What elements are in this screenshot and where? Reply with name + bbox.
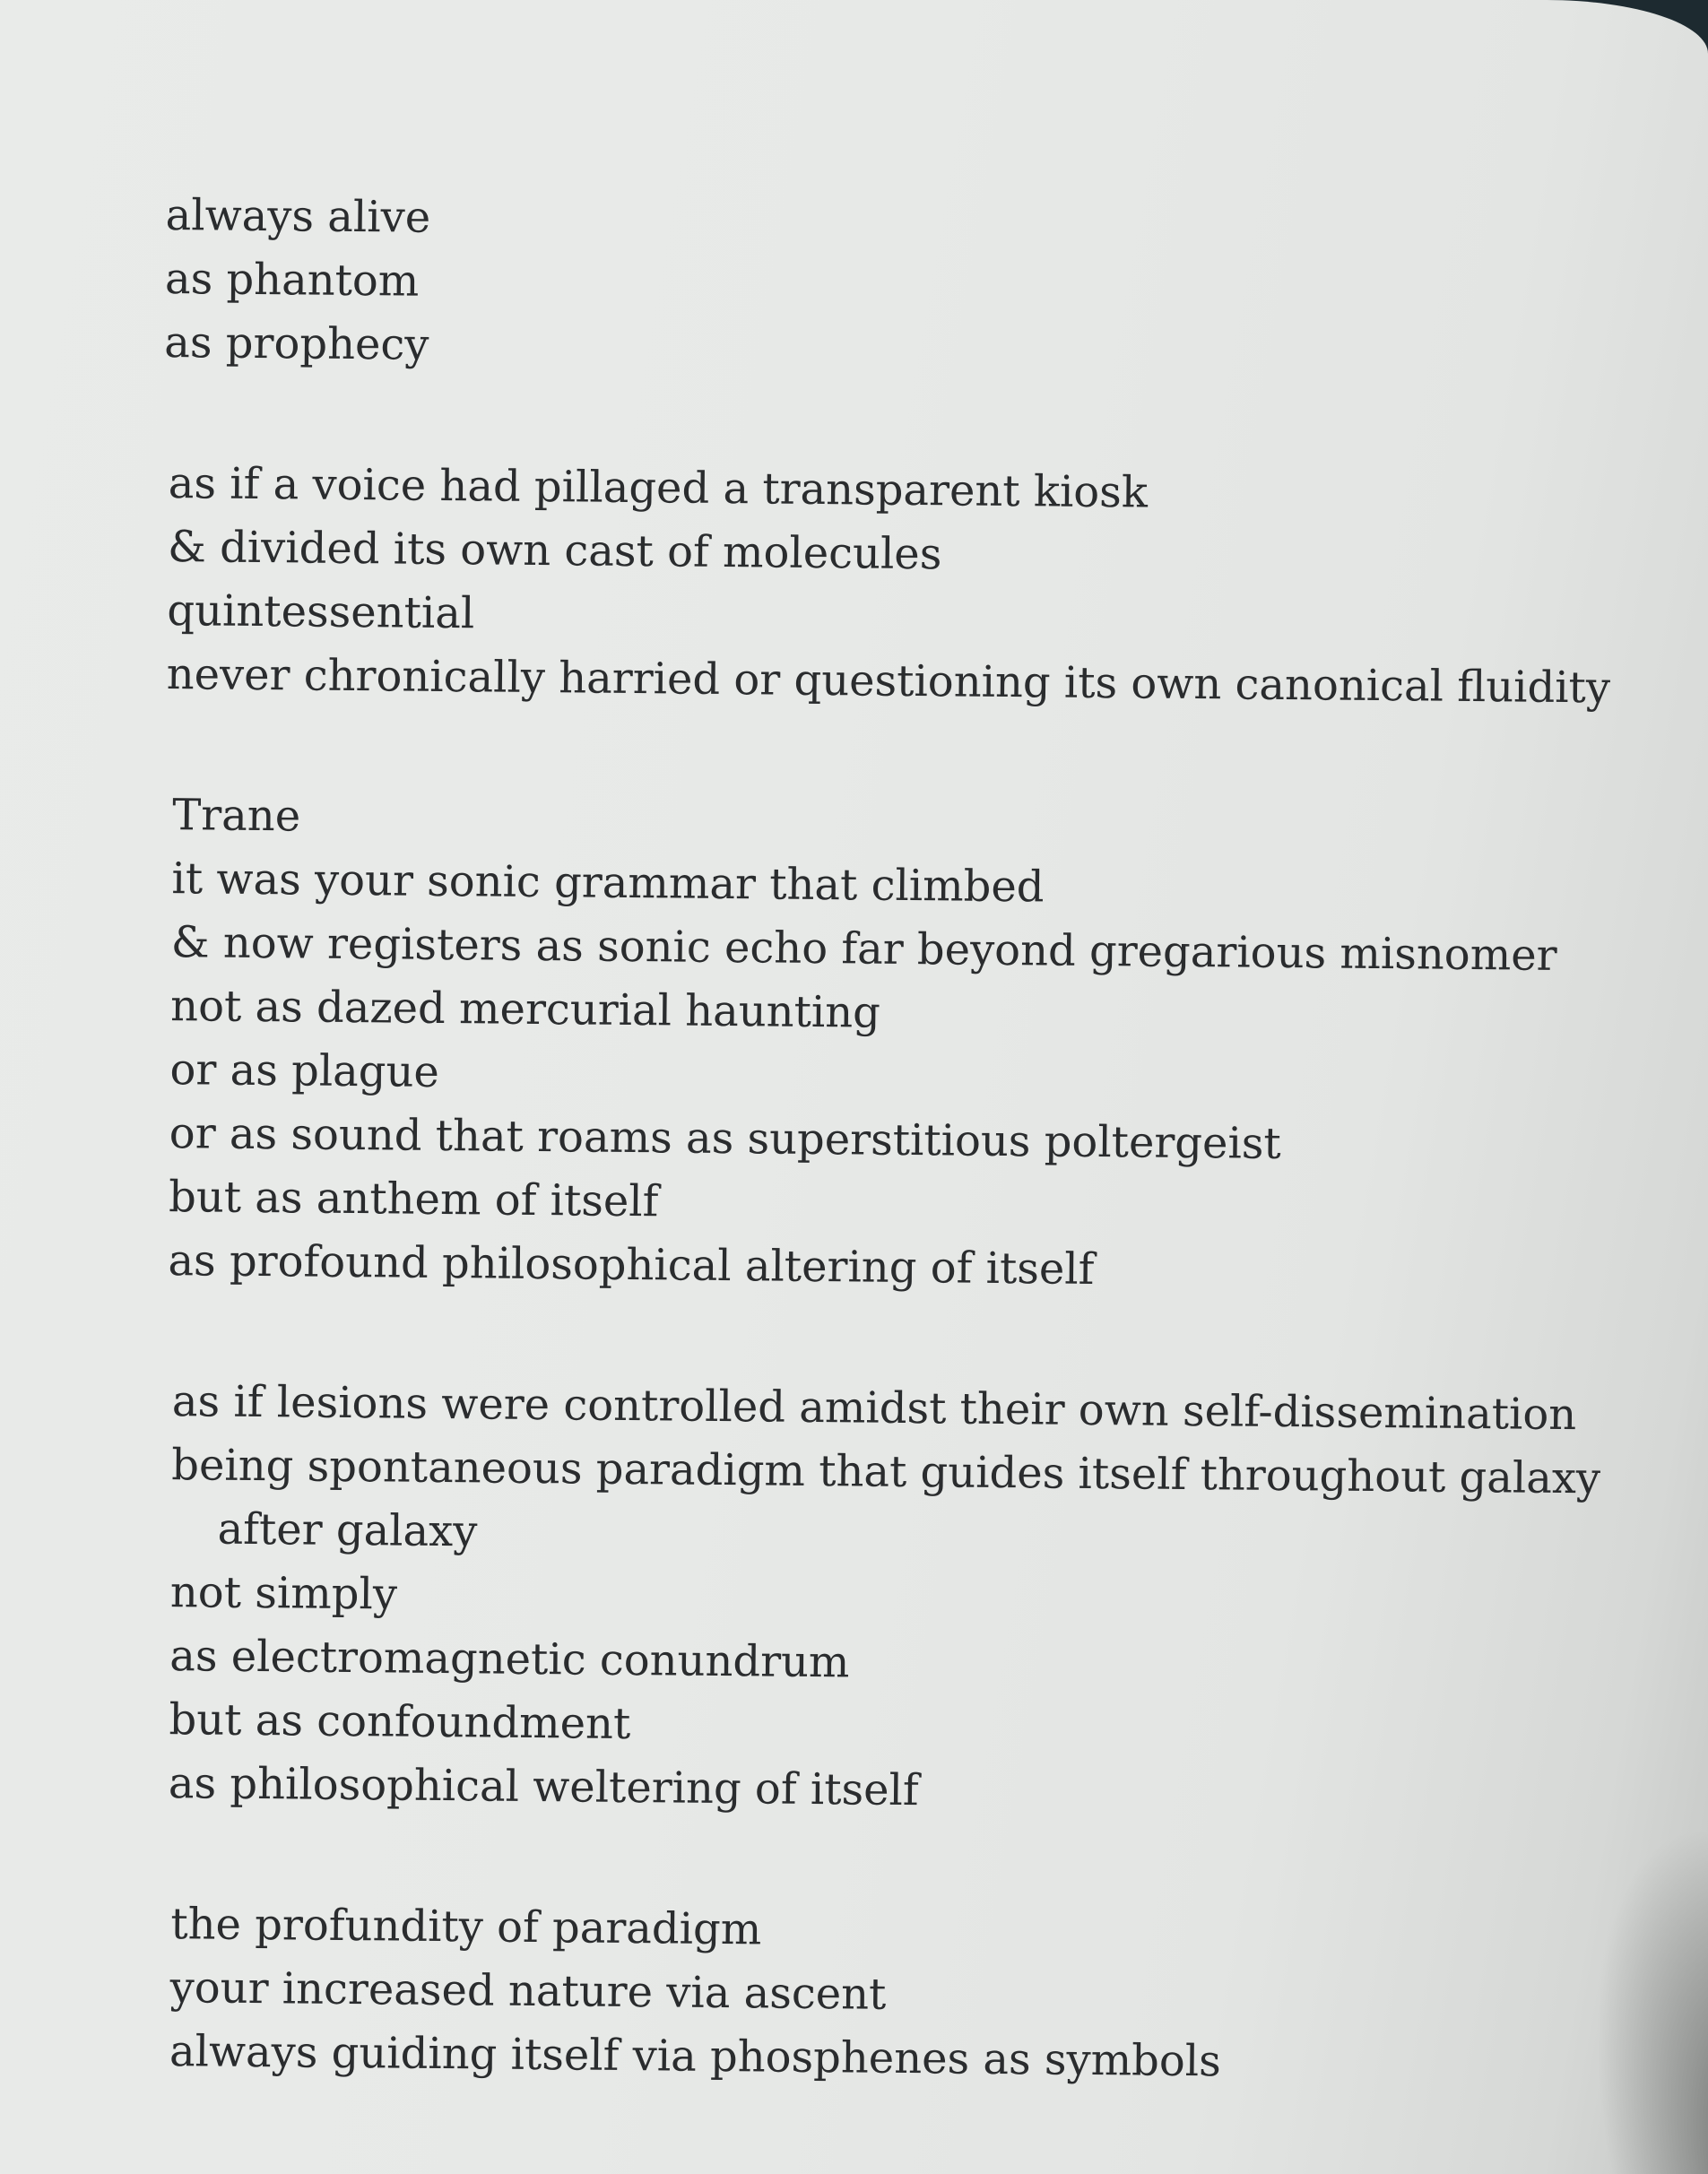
poem-body xyxy=(147,184,1611,2174)
poem-line: never chronically harried or questioning its own canonical fluidity xyxy=(166,649,1611,714)
poem-line: always guiding itself via phosphenes as symbols xyxy=(169,2026,1222,2087)
poem-line: always alive xyxy=(165,189,431,243)
poem-line: being spontaneous paradigm that guides itself throughout galaxy xyxy=(171,1440,1601,1504)
poem-line: not as dazed mercurial haunting xyxy=(169,981,881,1038)
poem-line: but as anthem of itself xyxy=(168,1172,659,1227)
poem-line: as electromagnetic conundrum xyxy=(169,1631,850,1688)
poem-line: but as confoundment xyxy=(169,1694,631,1750)
poem-line: your increased nature via ascent xyxy=(169,1962,887,2020)
stanza-5 xyxy=(169,1893,1548,2097)
poem-line: as profound philosophical altering of itself xyxy=(168,1235,1095,1295)
stanza-4 xyxy=(168,1370,1601,1829)
poem-line: it was your sonic grammar that climbed xyxy=(171,853,1045,913)
poem-line: as phantom xyxy=(164,253,420,307)
poem-line: the profundity of paradigm xyxy=(170,1899,762,1955)
stanza-2 xyxy=(166,452,1611,720)
poem-line: as if a voice had pillaged a transparent kiosk xyxy=(168,458,1149,518)
poem-line: Trane xyxy=(171,790,301,842)
poem-line: as if lesions were controlled amidst their own self-dissemination xyxy=(171,1376,1577,1441)
stanza-1 xyxy=(164,184,1565,388)
poem-line: & divided its own cast of molecules xyxy=(167,522,942,580)
poem-line: as philosophical weltering of itself xyxy=(168,1758,919,1816)
poem-line: not simply xyxy=(169,1567,398,1620)
poem-line: as prophecy xyxy=(164,316,429,370)
poem-line: & now registers as sonic echo far beyond gregarious misnomer xyxy=(170,917,1557,981)
stanza-3 xyxy=(168,784,1558,1306)
poem-line: or as sound that roams as superstitious poltergeist xyxy=(169,1108,1282,1169)
poem-line: or as plague xyxy=(169,1044,440,1097)
poem-line-continuation: after galaxy xyxy=(217,1503,478,1557)
poem-line: quintessential xyxy=(167,585,475,639)
